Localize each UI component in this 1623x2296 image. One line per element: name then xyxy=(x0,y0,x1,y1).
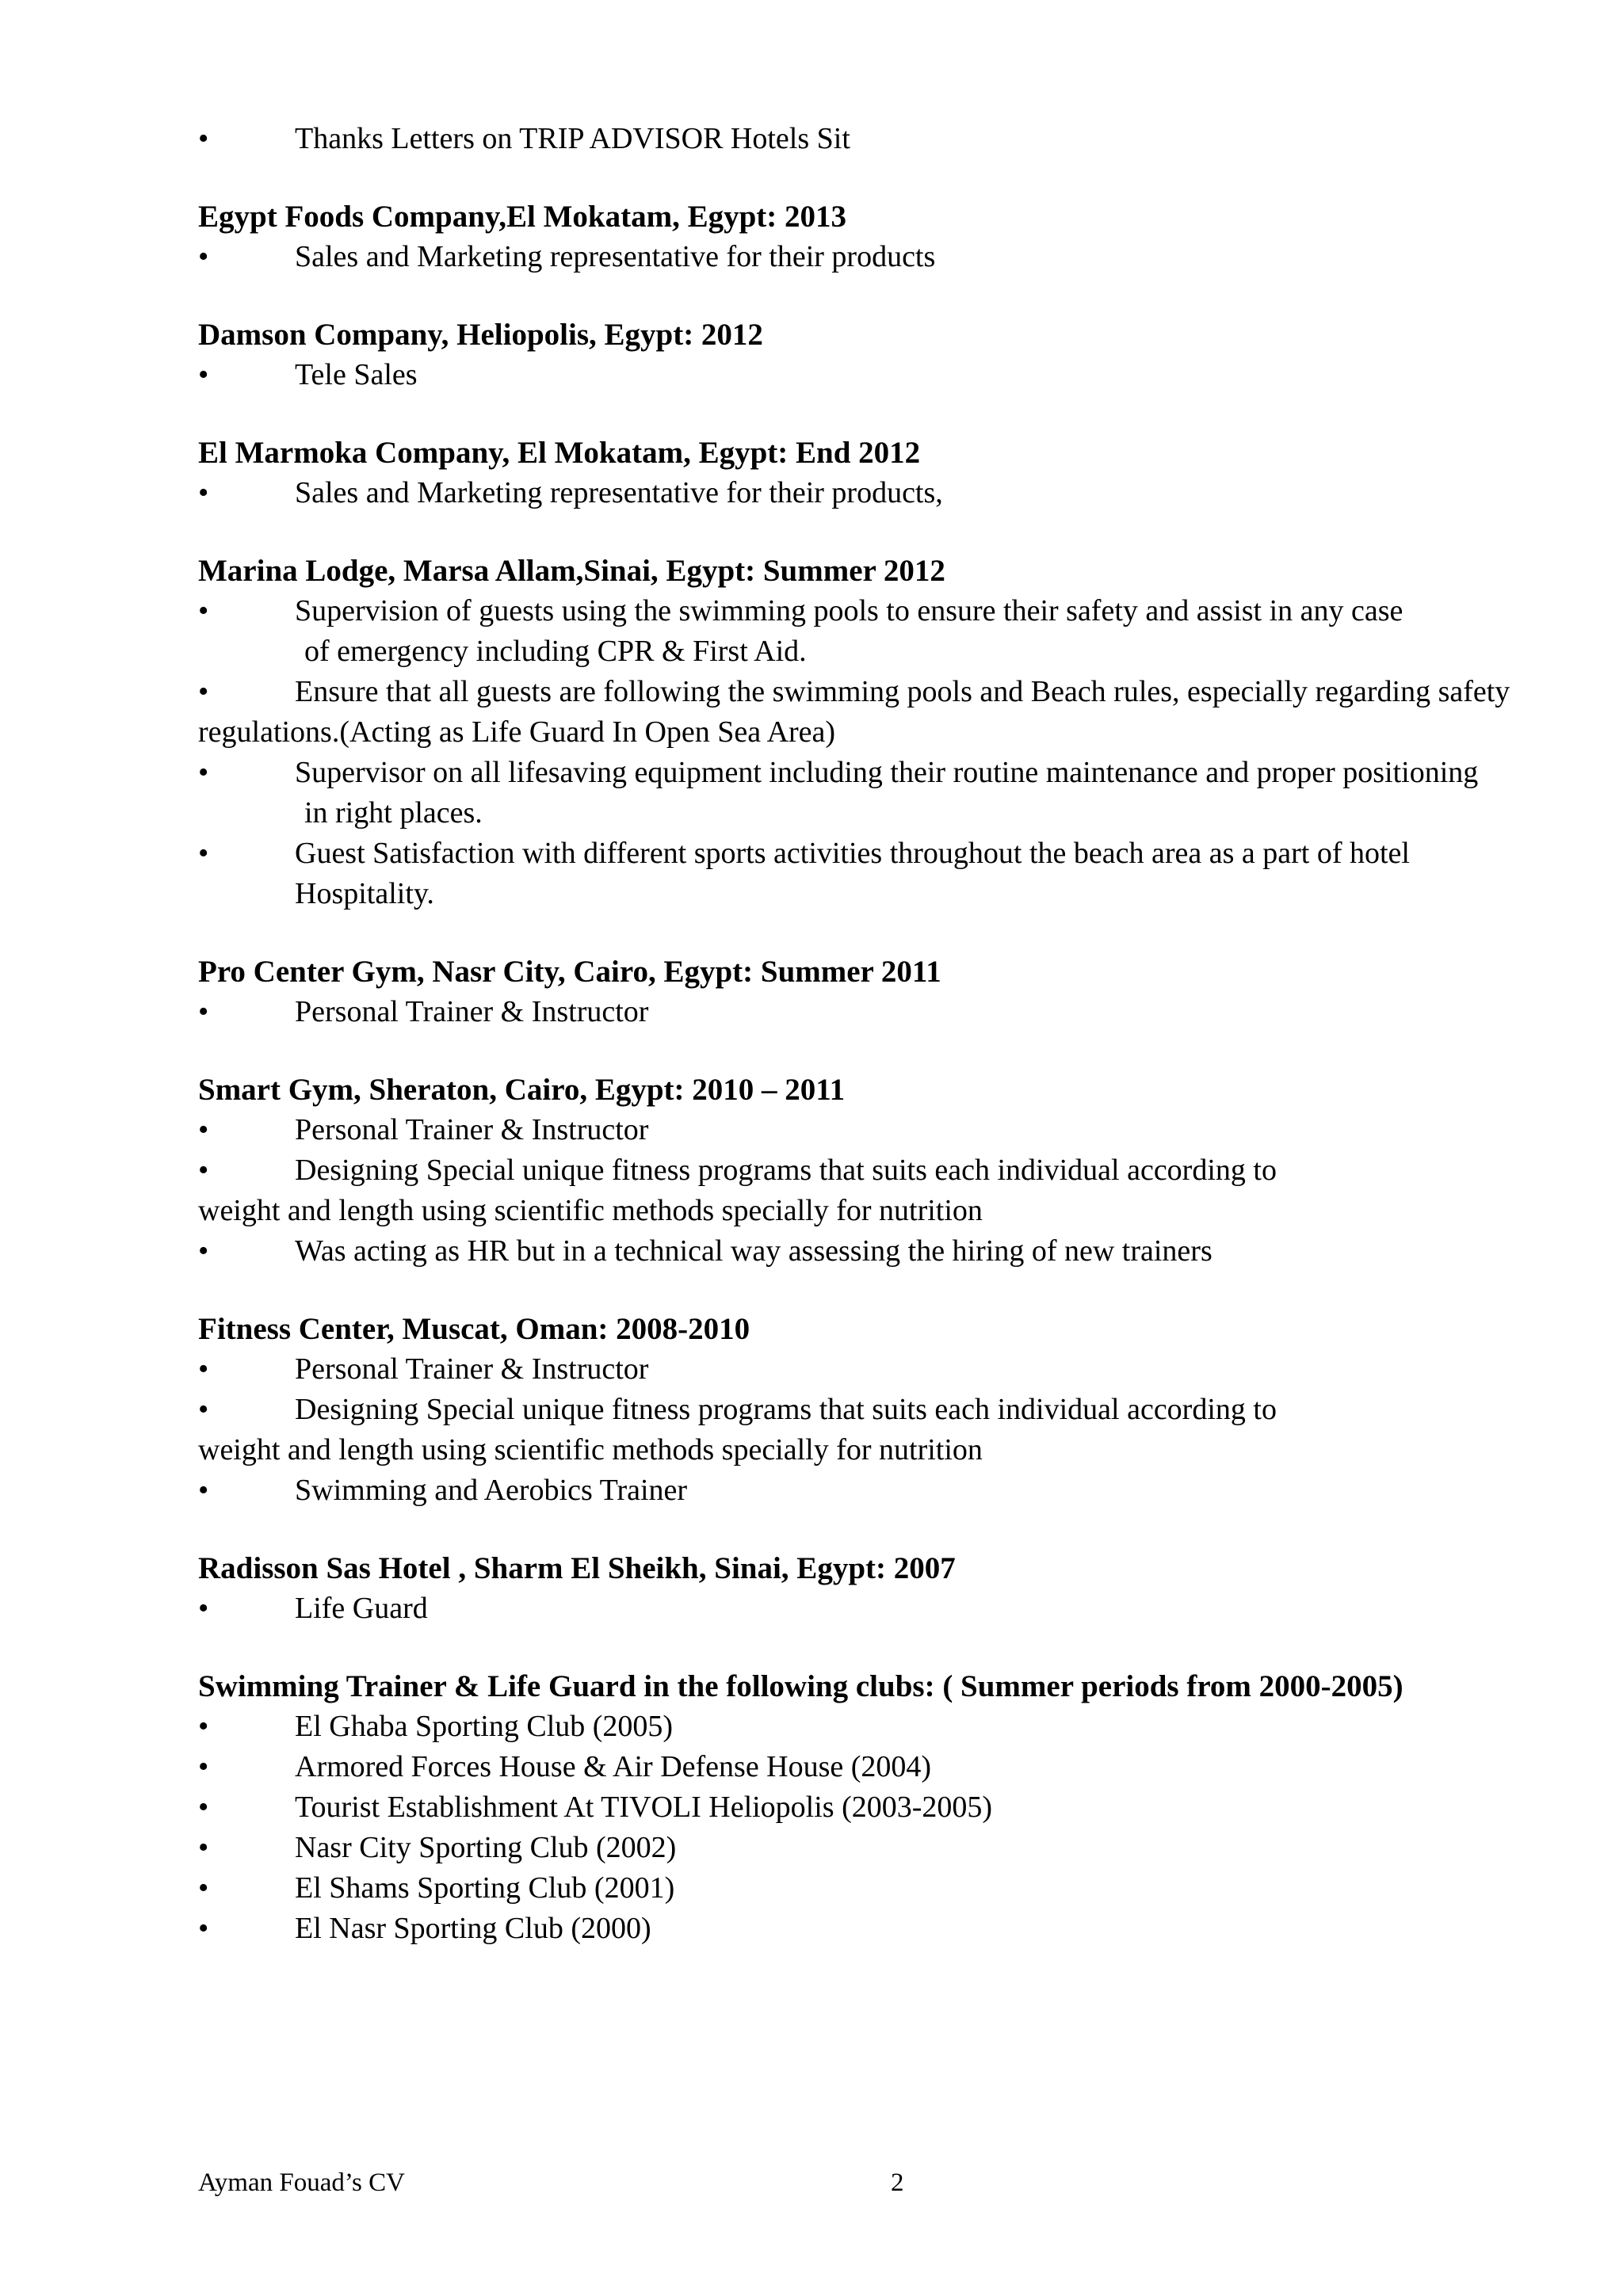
section-heading: El Marmoka Company, El Mokatam, Egypt: End 2012 xyxy=(198,436,921,470)
list-item: • Guest Satisfaction with different sports activities throughout the beach area as a part of hotel xyxy=(198,833,1617,874)
list-item: • Ensure that all guests are following the swimming pools and Beach rules, especially regarding safety xyxy=(198,672,1617,712)
bullet-icon: • xyxy=(198,1393,209,1426)
section-heading: Pro Center Gym, Nasr City, Cairo, Egypt: Summer 2011 xyxy=(198,955,941,989)
list-item-continuation: weight and length using scientific methods specially for nutrition xyxy=(198,1433,983,1466)
bullet-icon: • xyxy=(198,1113,209,1146)
bullet-icon: • xyxy=(198,1710,209,1743)
list-item: • Supervisor on all lifesaving equipment including their routine maintenance and proper positioning xyxy=(198,753,1617,793)
list-item: • Designing Special unique fitness programs that suits each individual according to xyxy=(198,1390,1617,1430)
list-item: • Tourist Establishment At TIVOLI Heliopolis (2003-2005) xyxy=(198,1787,1617,1828)
bullet-icon: • xyxy=(198,1592,209,1625)
bullet-icon: • xyxy=(198,240,209,273)
list-item: • Life Guard xyxy=(198,1589,1617,1629)
list-item: • Personal Trainer & Instructor xyxy=(198,1110,1617,1150)
bullet-icon: • xyxy=(198,1871,209,1905)
section-heading: Egypt Foods Company,El Mokatam, Egypt: 2013 xyxy=(198,200,847,234)
list-item: • Armored Forces House & Air Defense House (2004) xyxy=(198,1747,1617,1787)
bullet-icon: • xyxy=(198,837,209,870)
bullet-icon: • xyxy=(198,122,209,155)
list-item-continuation: in right places. xyxy=(304,796,483,830)
list-item-continuation: weight and length using scientific methods specially for nutrition xyxy=(198,1194,983,1227)
page-number: 2 xyxy=(891,2168,904,2197)
bullet-icon: • xyxy=(198,1831,209,1864)
section-heading: Fitness Center, Muscat, Oman: 2008-2010 xyxy=(198,1312,750,1346)
bullet-icon: • xyxy=(198,995,209,1028)
bullet-icon: • xyxy=(198,1791,209,1824)
list-item: • El Ghaba Sporting Club (2005) xyxy=(198,1707,1617,1747)
section-heading: Swimming Trainer & Life Guard in the following clubs: ( Summer periods from 2000-2005) xyxy=(198,1669,1403,1703)
list-item: • Was acting as HR but in a technical way assessing the hiring of new trainers xyxy=(198,1231,1617,1272)
section-heading: Marina Lodge, Marsa Allam,Sinai, Egypt: Summer 2012 xyxy=(198,554,945,588)
bullet-icon: • xyxy=(198,675,209,708)
list-item: • Thanks Letters on TRIP ADVISOR Hotels Sit xyxy=(198,119,1617,159)
cv-page xyxy=(198,119,1617,1949)
section-heading: Smart Gym, Sheraton, Cairo, Egypt: 2010 – 2011 xyxy=(198,1073,846,1107)
list-item: • Sales and Marketing representative for their products xyxy=(198,237,1617,277)
list-item-continuation: regulations.(Acting as Life Guard In Open Sea Area) xyxy=(198,715,836,749)
list-item: • El Shams Sporting Club (2001) xyxy=(198,1868,1617,1909)
section-heading: Radisson Sas Hotel , Sharm El Sheikh, Sinai, Egypt: 2007 xyxy=(198,1551,956,1585)
list-item-continuation: of emergency including CPR & First Aid. xyxy=(304,635,807,668)
list-item: • Swimming and Aerobics Trainer xyxy=(198,1470,1617,1511)
list-item: • El Nasr Sporting Club (2000) xyxy=(198,1909,1617,1949)
page-footer xyxy=(198,2167,1308,2199)
list-item-continuation: Hospitality. xyxy=(295,877,434,910)
footer-document-title: Ayman Fouad’s CV xyxy=(198,2168,405,2197)
bullet-icon: • xyxy=(198,476,209,509)
list-item: • Tele Sales xyxy=(198,355,1617,395)
bullet-icon: • xyxy=(198,756,209,789)
bullet-icon: • xyxy=(198,1750,209,1783)
bullet-icon: • xyxy=(198,594,209,627)
section-heading: Damson Company, Heliopolis, Egypt: 2012 xyxy=(198,318,763,352)
bullet-icon: • xyxy=(198,1234,209,1268)
list-item: • Sales and Marketing representative for their products, xyxy=(198,473,1617,513)
list-item: • Personal Trainer & Instructor xyxy=(198,1349,1617,1390)
list-item: • Nasr City Sporting Club (2002) xyxy=(198,1828,1617,1868)
list-item: • Designing Special unique fitness programs that suits each individual according to xyxy=(198,1150,1617,1191)
bullet-icon: • xyxy=(198,1352,209,1386)
list-item: • Supervision of guests using the swimming pools to ensure their safety and assist in any case xyxy=(198,591,1617,631)
bullet-icon: • xyxy=(198,1154,209,1187)
bullet-icon: • xyxy=(198,358,209,391)
list-item: • Personal Trainer & Instructor xyxy=(198,992,1617,1032)
bullet-icon: • xyxy=(198,1474,209,1507)
bullet-icon: • xyxy=(198,1912,209,1945)
